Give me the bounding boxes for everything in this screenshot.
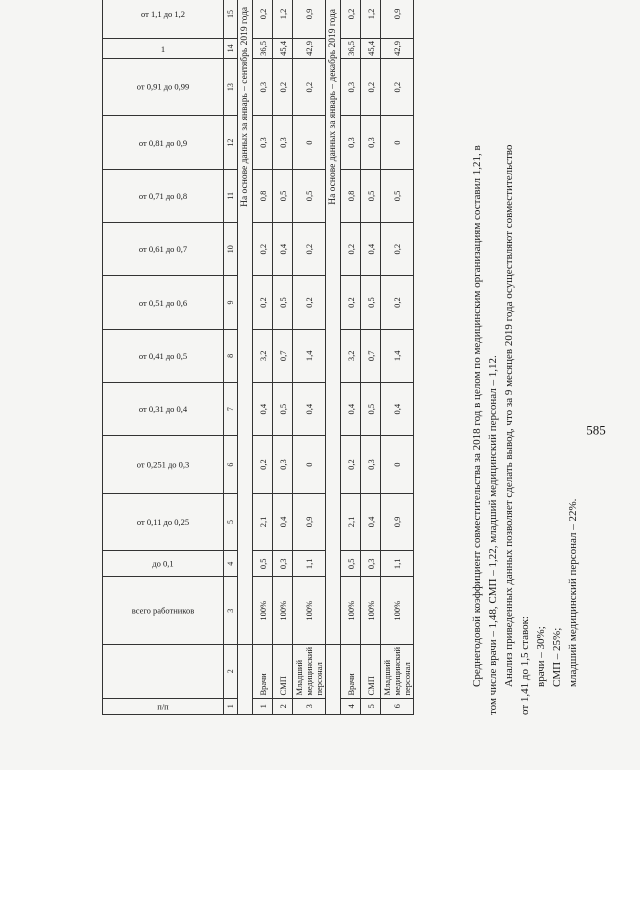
table-cell: 100% bbox=[253, 577, 273, 645]
column-header-label: от 0,81 до 0,9 bbox=[138, 137, 188, 148]
table-cell: 0,9 bbox=[293, 0, 326, 38]
table-cell: 42,9 bbox=[381, 38, 414, 58]
table-cell: 36,5 bbox=[341, 38, 361, 58]
table-cell: 0,5 bbox=[361, 382, 381, 435]
column-header bbox=[103, 644, 224, 698]
table-cell: 0,3 bbox=[341, 58, 361, 116]
column-header bbox=[103, 329, 224, 382]
table-cell: 45,4 bbox=[273, 38, 293, 58]
section-title: На основе данных за январь – сентябрь 2019 года bbox=[238, 0, 253, 644]
column-number: 14 bbox=[224, 38, 238, 58]
column-header bbox=[103, 493, 224, 550]
table-cell: 0,2 bbox=[361, 58, 381, 116]
table-cell: 0,5 bbox=[361, 276, 381, 329]
table-cell: 0,3 bbox=[361, 116, 381, 169]
table-cell: 100% bbox=[341, 577, 361, 645]
table-cell: 3,2 bbox=[341, 329, 361, 382]
paragraph-1-line-2: том числе врачи – 1,48, СМП – 1,22, младший медицинский персонал – 1,12. bbox=[487, 355, 499, 715]
column-header-label: 1 bbox=[160, 43, 166, 54]
table-cell: 0,7 bbox=[361, 329, 381, 382]
table-row bbox=[253, 0, 273, 715]
column-header bbox=[103, 0, 224, 38]
column-number: 6 bbox=[224, 436, 238, 494]
paragraph-2-line-2: от 1,41 до 1,5 ставок: bbox=[519, 616, 531, 715]
table-cell: 1,4 bbox=[293, 329, 326, 382]
column-header bbox=[103, 223, 224, 276]
table-cell: 0,5 bbox=[361, 169, 381, 222]
row-number: 1 bbox=[253, 698, 273, 714]
page-number: 585 bbox=[586, 422, 606, 438]
table-cell: 0,7 bbox=[273, 329, 293, 382]
table-cell: 1,2 bbox=[273, 0, 293, 38]
table-cell: 100% bbox=[273, 577, 293, 645]
column-number: 13 bbox=[224, 58, 238, 116]
row-category: СМП bbox=[273, 644, 293, 698]
coefficient-table bbox=[102, 0, 414, 715]
table-cell: 0,4 bbox=[273, 223, 293, 276]
column-header bbox=[103, 577, 224, 645]
table-cell: 0,4 bbox=[361, 493, 381, 550]
table-cell: 0,2 bbox=[253, 276, 273, 329]
table-cell: 2,1 bbox=[341, 493, 361, 550]
paragraph-2-line-1: Анализ приведенных данных позволяет сделать вывод, что за 9 месяцев 2019 года осуществляют совместительство bbox=[503, 144, 515, 687]
table-cell: 0,2 bbox=[253, 0, 273, 38]
table-cell: 0,4 bbox=[381, 382, 414, 435]
table-cell: 0,4 bbox=[361, 223, 381, 276]
row-number: 2 bbox=[273, 698, 293, 714]
column-number: 15 bbox=[224, 0, 238, 38]
table-cell: 0,9 bbox=[381, 493, 414, 550]
table-cell: 0,2 bbox=[341, 0, 361, 38]
section-title: На основе данных за январь – декабрь 2019 года bbox=[326, 0, 341, 644]
table-cell: 0,3 bbox=[253, 116, 273, 169]
table-cell: 42,9 bbox=[293, 38, 326, 58]
table-row bbox=[381, 0, 414, 715]
list-item-junior-staff: младший медицинский персонал – 22%. bbox=[567, 498, 579, 687]
column-header-label: от 0,31 до 0,4 bbox=[138, 404, 188, 415]
row-number: 5 bbox=[361, 698, 381, 714]
row-category: Младший медицинский персонал bbox=[381, 644, 414, 698]
column-header-label: от 0,51 до 0,6 bbox=[138, 297, 188, 308]
table-cell: 0,4 bbox=[341, 382, 361, 435]
table-cell: 0,8 bbox=[341, 169, 361, 222]
column-number: 3 bbox=[224, 577, 238, 645]
table-cell: 0,5 bbox=[341, 551, 361, 577]
table-cell: 0,5 bbox=[273, 169, 293, 222]
table-cell: 0,2 bbox=[341, 276, 361, 329]
table-row bbox=[341, 0, 361, 715]
column-header bbox=[103, 38, 224, 58]
table-cell: 1,2 bbox=[361, 0, 381, 38]
row-category: Младший медицинский персонал bbox=[293, 644, 326, 698]
section-spacer bbox=[238, 644, 253, 714]
section-spacer bbox=[326, 644, 341, 714]
table-cell: 100% bbox=[381, 577, 414, 645]
table-cell: 0,9 bbox=[381, 0, 414, 38]
table-row bbox=[293, 0, 326, 715]
column-header-label: от 0,61 до 0,7 bbox=[138, 244, 188, 255]
column-number: 11 bbox=[224, 169, 238, 222]
table-cell: 0,3 bbox=[273, 551, 293, 577]
column-header-label: от 0,11 до 0,25 bbox=[136, 516, 190, 527]
column-number: 8 bbox=[224, 329, 238, 382]
table-row bbox=[361, 0, 381, 715]
column-number: 4 bbox=[224, 551, 238, 577]
table-cell: 0,2 bbox=[341, 436, 361, 494]
table-cell: 3,2 bbox=[253, 329, 273, 382]
section-row bbox=[238, 0, 253, 715]
section-row bbox=[326, 0, 341, 715]
table-cell: 0,3 bbox=[273, 436, 293, 494]
column-header-label: от 0,71 до 0,8 bbox=[138, 190, 188, 201]
table-cell: 0,2 bbox=[381, 276, 414, 329]
column-header-label: п/п bbox=[157, 701, 169, 712]
column-header-label: до 0,1 bbox=[152, 558, 174, 569]
column-header bbox=[103, 58, 224, 116]
column-number: 5 bbox=[224, 493, 238, 550]
column-header bbox=[103, 169, 224, 222]
table-cell: 0,4 bbox=[273, 493, 293, 550]
table-cell: 0,5 bbox=[381, 169, 414, 222]
column-number: 12 bbox=[224, 116, 238, 169]
column-header bbox=[103, 698, 224, 714]
table-cell: 0,3 bbox=[361, 551, 381, 577]
list-item-doctors: врачи – 30%; bbox=[535, 626, 547, 687]
row-category: СМП bbox=[361, 644, 381, 698]
table-cell: 0,4 bbox=[293, 382, 326, 435]
table-cell: 0,9 bbox=[293, 493, 326, 550]
column-header bbox=[103, 551, 224, 577]
table-cell: 0,2 bbox=[293, 276, 326, 329]
table-cell: 36,5 bbox=[253, 38, 273, 58]
table-cell: 0,3 bbox=[273, 116, 293, 169]
table-cell: 100% bbox=[361, 577, 381, 645]
table-cell: 0,2 bbox=[381, 58, 414, 116]
table-cell: 0,3 bbox=[361, 436, 381, 494]
column-header bbox=[103, 436, 224, 494]
table-row bbox=[273, 0, 293, 715]
column-number: 2 bbox=[224, 644, 238, 698]
table-cell: 0,3 bbox=[253, 58, 273, 116]
table-cell: 0,2 bbox=[293, 58, 326, 116]
row-number: 3 bbox=[293, 698, 326, 714]
column-header-label: от 0,91 до 0,99 bbox=[136, 82, 190, 93]
row-number: 4 bbox=[341, 698, 361, 714]
table-body bbox=[238, 0, 414, 715]
table-cell: 0,2 bbox=[381, 223, 414, 276]
table-cell: 0,2 bbox=[253, 436, 273, 494]
table-cell: 0,3 bbox=[341, 116, 361, 169]
column-header bbox=[103, 276, 224, 329]
column-header-label: всего работников bbox=[131, 605, 195, 616]
column-number: 10 bbox=[224, 223, 238, 276]
table-cell: 0,5 bbox=[253, 551, 273, 577]
column-header-label: от 1,1 до 1,2 bbox=[140, 8, 186, 19]
table-cell: 0,8 bbox=[253, 169, 273, 222]
table-cell: 1,1 bbox=[293, 551, 326, 577]
table-cell: 0,5 bbox=[273, 276, 293, 329]
row-category: Врачи bbox=[341, 644, 361, 698]
paragraph-1-line-1: Среднегодовой коэффициент совместительства за 2018 год в целом по медицинским организациям составил 1,21, в bbox=[471, 145, 483, 687]
table-cell: 1,1 bbox=[381, 551, 414, 577]
column-number-row bbox=[224, 0, 238, 715]
table-header-row bbox=[103, 0, 224, 715]
table-cell: 45,4 bbox=[361, 38, 381, 58]
table-cell: 0,2 bbox=[273, 58, 293, 116]
table-cell: 0 bbox=[293, 436, 326, 494]
table-cell: 0,2 bbox=[293, 223, 326, 276]
table-cell: 0,2 bbox=[341, 223, 361, 276]
table-cell: 0 bbox=[381, 436, 414, 494]
table-cell: 0 bbox=[381, 116, 414, 169]
table-cell: 2,1 bbox=[253, 493, 273, 550]
table-cell: 0,5 bbox=[293, 169, 326, 222]
table-cell: 0,5 bbox=[273, 382, 293, 435]
table-cell: 0,2 bbox=[253, 223, 273, 276]
column-number: 9 bbox=[224, 276, 238, 329]
row-number: 6 bbox=[381, 698, 414, 714]
column-number: 1 bbox=[224, 698, 238, 714]
column-header bbox=[103, 116, 224, 169]
table-cell: 0,4 bbox=[253, 382, 273, 435]
table-cell: 0 bbox=[293, 116, 326, 169]
column-number: 7 bbox=[224, 382, 238, 435]
list-item-nurses: СМП – 25%; bbox=[551, 627, 563, 687]
column-header-label: от 0,251 до 0,3 bbox=[136, 459, 190, 470]
column-header-label: от 0,41 до 0,5 bbox=[138, 350, 188, 361]
table-cell: 1,4 bbox=[381, 329, 414, 382]
row-category: Врачи bbox=[253, 644, 273, 698]
column-header bbox=[103, 382, 224, 435]
table-cell: 100% bbox=[293, 577, 326, 645]
